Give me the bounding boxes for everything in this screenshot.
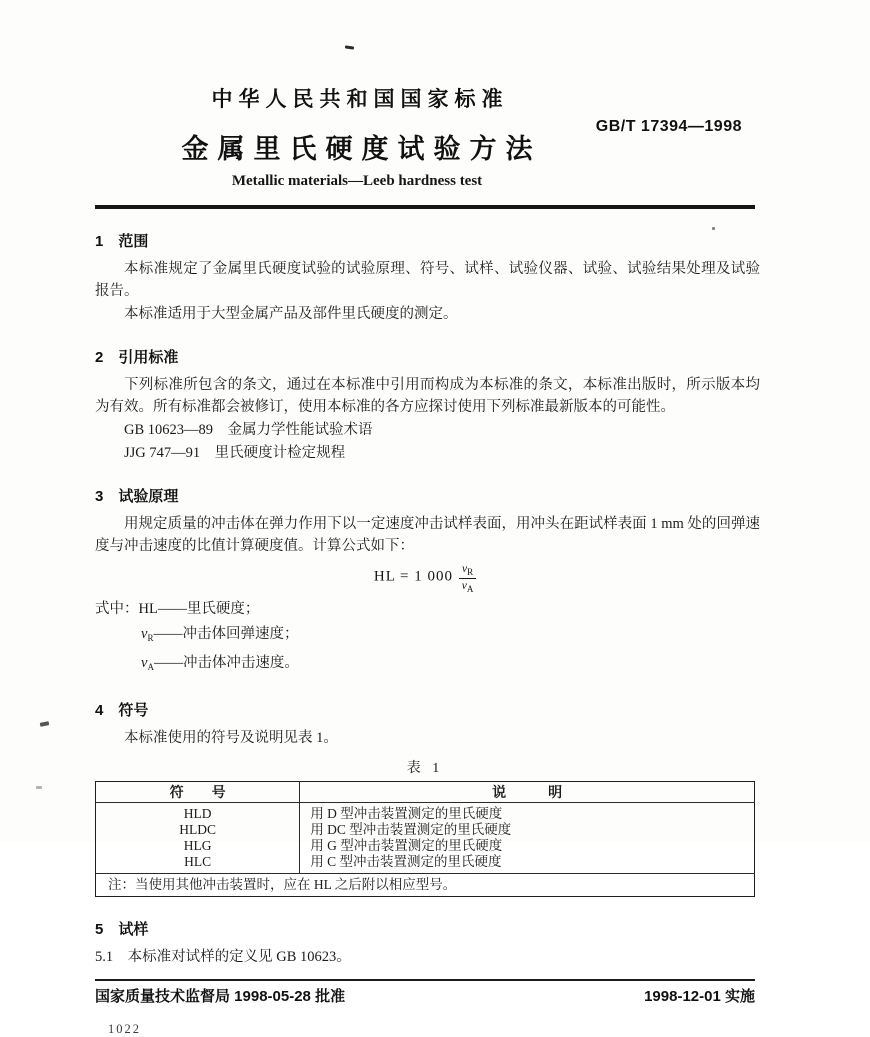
definition-va: $v_A——$冲击体冲击速度。 bbox=[141, 654, 299, 672]
section-3-heading: 3 试验原理 bbox=[95, 488, 179, 505]
section-3-paragraph-1: 用规定质量的冲击体在弹力作用下以一定速度冲击试样表面，用冲头在距试样表面 1 mm 处的回弹速度与冲击速度的比值计算硬度值。计算公式如下： bbox=[95, 516, 760, 554]
symbol-cell: HLD bbox=[96, 802, 300, 822]
column-header-symbol: 符 号 bbox=[96, 781, 300, 802]
page-number: 1022 bbox=[108, 1021, 141, 1036]
referenced-standard-1: GB 10623—89 金属力学性能试验术语 bbox=[124, 422, 373, 438]
table-header-row bbox=[96, 781, 755, 802]
scan-artifact bbox=[36, 786, 42, 789]
table-row bbox=[96, 838, 755, 854]
footer-divider-rule bbox=[95, 979, 755, 981]
approval-text: 国家质量技术监督局 1998-05-28 批准 bbox=[95, 987, 346, 1005]
formula-fraction bbox=[459, 563, 476, 595]
section-4-paragraph-1: 本标准使用的符号及说明见表 1。 bbox=[124, 729, 338, 746]
national-standard-line: 中华人民共和国国家标准 bbox=[211, 88, 509, 111]
table-row bbox=[96, 822, 755, 838]
description-cell: 用 G 型冲击装置测定的里氏硬度 bbox=[310, 837, 503, 853]
table-row bbox=[96, 854, 755, 874]
scan-artifact bbox=[40, 721, 50, 727]
section-2-heading: 2 引用标准 bbox=[95, 349, 179, 366]
table-row bbox=[96, 802, 755, 822]
formula-lhs: HL = 1 000 bbox=[373, 568, 454, 585]
section-1-paragraph-2: 本标准适用于大型金属产品及部件里氏硬度的测定。 bbox=[124, 306, 458, 322]
title-block bbox=[95, 88, 619, 190]
symbols-table bbox=[95, 781, 755, 897]
section-2-paragraph-1: 下列标准所包含的条文，通过在本标准中引用而构成为本标准的条文，本标准出版时，所示版本均为有效。所有标准都会被修订，使用本标准的各方应探讨使用下列标准最新版本的可能性。 bbox=[95, 377, 760, 415]
description-cell: 用 C 型冲击装置测定的里氏硬度 bbox=[310, 853, 502, 869]
column-header-description: 说 明 bbox=[300, 781, 755, 802]
standard-title-en: Metallic materials—Leeb hardness test bbox=[231, 173, 483, 189]
leeb-hardness-formula bbox=[374, 563, 476, 595]
description-cell: 用 DC 型冲击装置测定的里氏硬度 bbox=[310, 821, 512, 837]
description-cell: 用 D 型冲击装置测定的里氏硬度 bbox=[310, 805, 503, 821]
approval-footer bbox=[95, 985, 755, 1006]
referenced-standard-2: JJG 747—91 里氏硬度计检定规程 bbox=[124, 445, 346, 461]
section-1-heading: 1 范围 bbox=[95, 233, 149, 250]
implementation-text: 1998-12-01 实施 bbox=[644, 987, 755, 1005]
header-divider-rule bbox=[95, 205, 755, 209]
page-content bbox=[95, 0, 760, 1037]
scan-artifact bbox=[712, 227, 715, 230]
section-5-1-paragraph: 5.1 本标准对试样的定义见 GB 10623。 bbox=[95, 948, 351, 965]
table-note: 注：当使用其他冲击装置时，应在 HL 之后附以相应型号。 bbox=[96, 873, 755, 896]
definition-vr: $v_R——$冲击体回弹速度； bbox=[141, 625, 299, 643]
formula-where-intro: 式中：HL——里氏硬度； bbox=[95, 600, 260, 617]
section-5-heading: 5 试样 bbox=[95, 920, 149, 938]
section-1-paragraph-1: 本标准规定了金属里氏硬度试验的试验原理、符号、试样、试验仪器、试验、试验结果处理及试验报告。 bbox=[95, 261, 760, 299]
formula-row bbox=[95, 563, 755, 595]
standard-title-cn: 金属里氏硬度试验方法 bbox=[181, 134, 542, 164]
section-4-heading: 4 符号 bbox=[95, 701, 149, 719]
table-1-caption: 表 1 bbox=[406, 760, 444, 776]
formula-denominator: $v_A$ bbox=[461, 580, 474, 595]
table-note-row bbox=[96, 873, 755, 896]
document-header bbox=[95, 0, 760, 209]
symbol-cell: HLDC bbox=[96, 822, 300, 838]
standard-code: GB/T 17394—1998 bbox=[595, 118, 742, 135]
symbol-cell: HLG bbox=[96, 838, 300, 854]
symbol-cell: HLC bbox=[96, 854, 300, 874]
formula-numerator: $v_R$ bbox=[459, 563, 476, 579]
